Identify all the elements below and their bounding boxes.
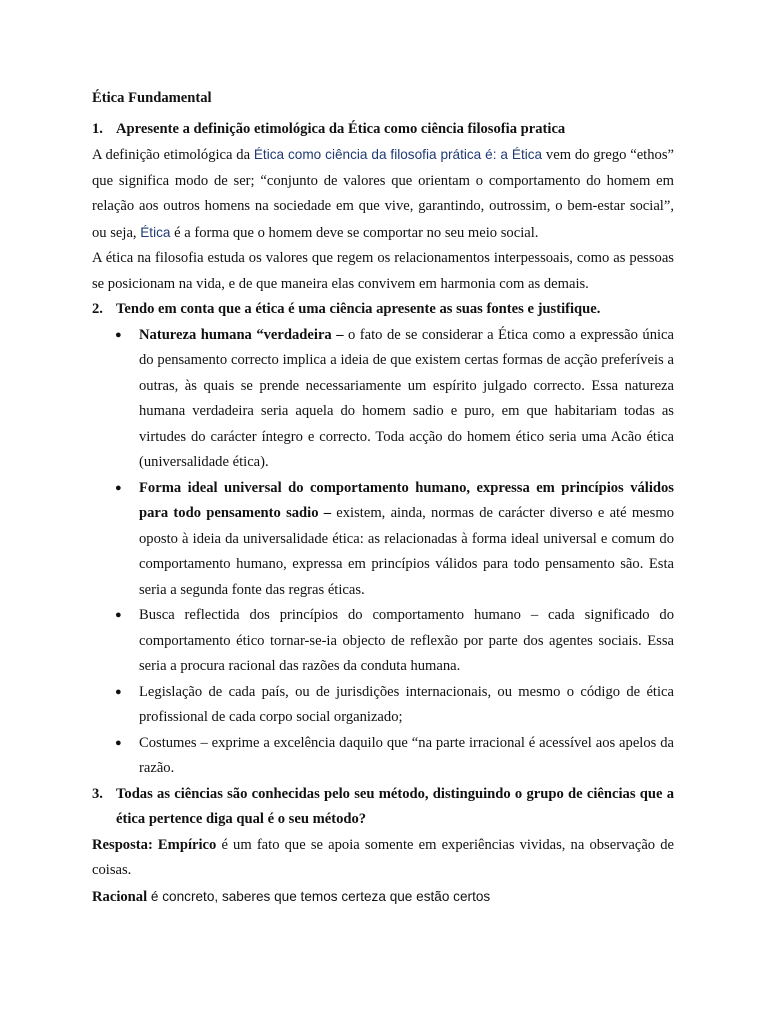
answer-3-text: é um fato que se apoia somente em experiências vividas, na observação de coisas. — [92, 836, 674, 878]
list-item-text — [139, 323, 674, 476]
racional-paragraph — [92, 884, 674, 911]
question-2-number: 2. — [92, 301, 103, 317]
answer-1-text-a: A definição etimológica da — [92, 147, 254, 163]
racional-label: Racional — [92, 888, 148, 905]
question-2-text: Tendo em conta que a ética é uma ciência apresente as suas fontes e justifique. — [116, 301, 601, 317]
answer-1-highlight-a: Ética como ciência da filosofia prática é: a Ética — [253, 147, 543, 162]
list-item-text — [139, 476, 674, 604]
answer-3-paragraph — [92, 833, 674, 884]
answer-1-highlight-b: Ética — [140, 224, 171, 240]
list-item-text: Costumes – exprime a excelência daquilo que “na parte irracional é acessível aos apelos da razão. — [139, 734, 674, 776]
list-item-bold: Forma ideal universal do comportamento humano, expressa em princípios válidos para todo pensamento sadio – — [139, 479, 674, 521]
bullet-icon: ● — [115, 481, 122, 494]
question-3-text: Todas as ciências são conhecidas pelo seu método, distinguindo o grupo de ciências que a ética pertence diga qual é o seu método? — [116, 785, 674, 827]
list-item — [115, 603, 674, 680]
list-item-text: Legislação de cada país, ou de jurisdições internacionais, ou mesmo o código de ética profissional de cada corpo social organizado; — [139, 683, 674, 725]
list-item-bold: Natureza humana “verdadeira – — [139, 326, 344, 343]
sources-list — [92, 323, 674, 782]
list-item — [115, 731, 674, 782]
question-2 — [92, 297, 674, 323]
question-1 — [92, 117, 674, 143]
question-3 — [92, 782, 674, 833]
racional-text: é concreto, saberes que temos certeza que estão certos — [147, 888, 491, 904]
answer-1-text-c: é a forma que o homem deve se comportar no seu meio social. — [170, 224, 539, 241]
document-page — [92, 86, 674, 910]
bullet-icon: ● — [115, 609, 122, 621]
question-1-number: 1. — [92, 120, 103, 137]
list-item — [115, 680, 674, 731]
answer-1-text-b: vem do grego “ethos” que significa modo de ser; “conjunto de valores que orientam o comportamento do homem em relação aos outros homens na sociedade em que vive, garantindo, outrossim, o bem-estar social”, ou seja, — [92, 147, 674, 241]
list-item — [115, 323, 674, 476]
bullet-icon: ● — [115, 736, 122, 749]
question-1-text: Apresente a definição etimológica da Ética como ciência filosofia pratica — [116, 120, 566, 137]
answer-1-paragraph — [92, 142, 674, 246]
list-item-text: Busca reflectida dos princípios do comportamento humano – cada significado do comportamento ético tornar-se-ia objecto de reflexão por parte dos agentes sociais. Essa seria a procura racional das razões da conduta humana. — [139, 607, 674, 674]
answer-1-paragraph-2: A ética na filosofia estuda os valores que regem os relacionamentos interpessoais, como as pessoas se posicionam na vida, e de que maneira elas convivem em harmonia com as demais. — [92, 250, 674, 292]
list-item-rest: existem, ainda, normas de carácter diverso e até mesmo oposto à ideia da universalidade ética: as relacionadas à forma ideal universal e comum do comportamento humano, expressa em princípios válidos para todo pensamento são. Esta seria a segunda fonte das regras éticas. — [139, 505, 674, 598]
list-item — [115, 476, 674, 604]
document-title: Ética Fundamental — [92, 90, 212, 106]
answer-3-label: Resposta: Empírico — [92, 836, 217, 853]
question-3-number: 3. — [92, 785, 103, 802]
list-item-rest: o fato de se considerar a Ética como a expressão única do pensamento correcto implica a ideia de que existem certas formas de acção preferíveis a outras, às quais se prende necessariamente um espírito julgado correcto. Essa natureza humana verdadeira seria aquela do homem sadio e puro, em que habitariam todas as virtudes do carácter íntegro e correcto. Toda acção do homem ético seria uma Acão ética (universalidade ética). — [139, 326, 675, 470]
bullet-icon: ● — [115, 328, 122, 341]
bullet-icon: ● — [115, 685, 122, 698]
